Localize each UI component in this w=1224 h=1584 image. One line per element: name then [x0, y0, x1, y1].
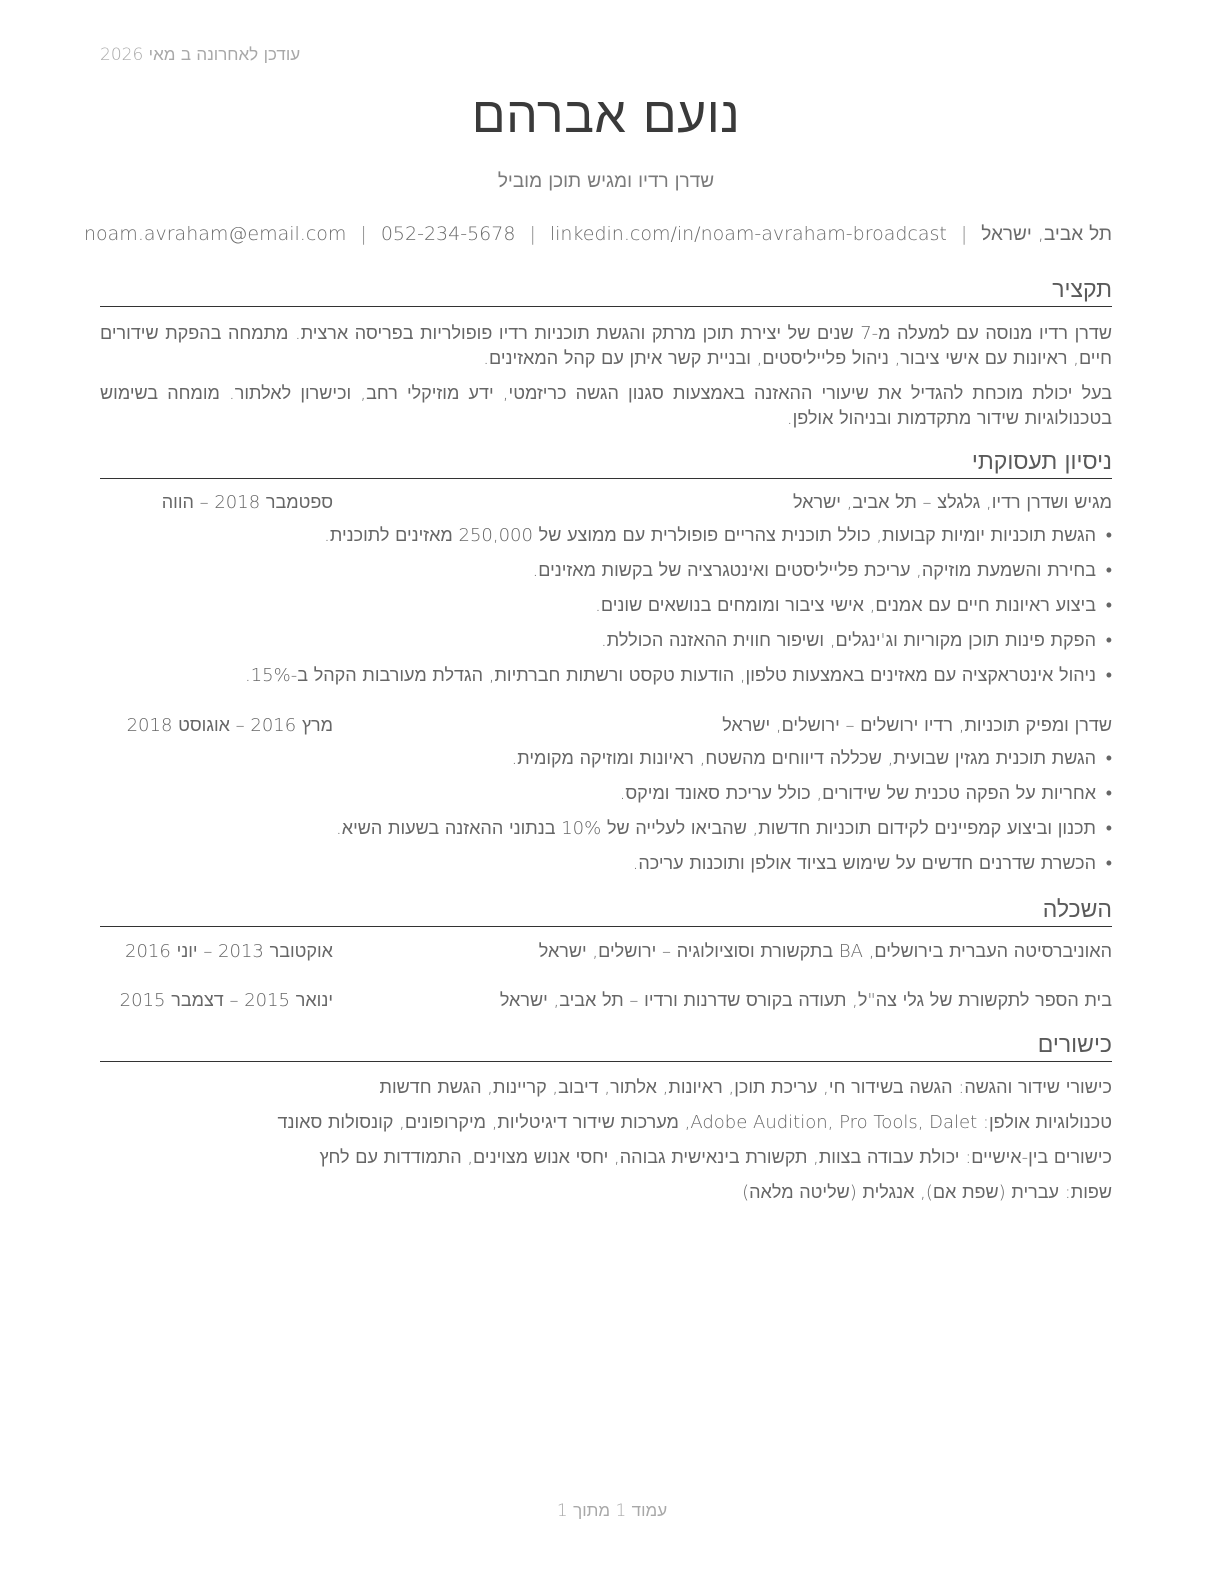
skills-list: [100, 1075, 1112, 1215]
candidate-headline: שדרן רדיו ומגיש תוכן מוביל: [497, 170, 715, 192]
summary-heading: תקציר: [100, 276, 1112, 307]
skill-item: כישורי שידור והגשה: הגשה בשידור חי, עריכת תוכן, ראיונות, אלתור, דיבוב, קריינות, הגשת חדשות: [379, 1077, 1112, 1098]
job-bullet: [100, 593, 1112, 628]
job-bullet: [100, 628, 1112, 663]
summary-paragraph: בעל יכולת מוכחת להגדיל את שיעורי ההאזנה באמצעות סגנון הגשה כריזמטי, ידע מוזיקלי רחב, וכישרון לאלתור. מומחה בשימוש בטכנולוגיות שידור מתקדמות ובניהול אולפן.: [100, 383, 1112, 429]
job-bullet-text: הפקת פינות תוכן מקוריות וג'ינגלים, ושיפור חווית ההאזנה הכוללת.: [601, 630, 1096, 651]
education-dates: אוקטובר 2013 – יוני 2016: [125, 941, 333, 962]
bullet-icon: •: [1105, 665, 1112, 686]
job-bullet-text: ביצוע ראיונות חיים עם אמנים, אישי ציבור ומומחים בנושאים שונים.: [595, 595, 1096, 616]
job-header: [100, 492, 1112, 516]
job-role: שדרן ומפיק תוכניות, רדיו ירושלים – ירושלים, ישראל: [722, 715, 1112, 736]
job-header: [100, 715, 1112, 739]
job-bullet: [100, 851, 1112, 886]
contact-linkedin[interactable]: linkedin.com/in/noam-avraham-broadcast: [549, 223, 947, 245]
education-heading: השכלה: [100, 896, 1112, 927]
job-bullet: [100, 781, 1112, 816]
education-institution: בית הספר לתקשורת של גלי צה"ל, תעודה בקורס שדרנות ורדיו – תל אביב, ישראל: [499, 990, 1112, 1011]
education-institution: האוניברסיטה העברית בירושלים, BA בתקשורת וסוציולוגיה – ירושלים, ישראל: [538, 941, 1112, 962]
page-number: עמוד 1 מתוך 1: [556, 1501, 668, 1521]
contact-email[interactable]: noam.avraham@email.com: [84, 223, 347, 245]
job-bullet: [100, 523, 1112, 558]
summary-paragraph: שדרן רדיו מנוסה עם למעלה מ-7 שנים של יצירת תוכן מרתק והגשת תוכניות רדיו פופולריות בפריסה ארצית. מתמחה בהפקת שידורים חיים, ראיונות עם אישי ציבור, ניהול פלייליסטים, ובניית קשר איתן עם קהל המאזינים.: [100, 323, 1112, 369]
contact-separator: |: [529, 223, 536, 245]
job-bullet-text: אחריות על הפקה טכנית של שידורים, כולל עריכת סאונד ומיקס.: [619, 783, 1096, 804]
resume-page: [84, 0, 1112, 1584]
job-bullet: [100, 816, 1112, 851]
education-dates: ינואר 2015 – דצמבר 2015: [119, 990, 333, 1011]
job-bullet-text: הכשרת שדרנים חדשים על שימוש בציוד אולפן ותוכנות עריכה.: [632, 853, 1096, 874]
bullet-icon: •: [1105, 595, 1112, 616]
job-bullet-text: ניהול אינטראקציה עם מאזינים באמצעות טלפון, הודעות טקסט ורשתות חברתיות, הגדלת מעורבות הקהל ב-15%.: [244, 665, 1096, 686]
job-dates: מרץ 2016 – אוגוסט 2018: [126, 715, 333, 736]
job-bullet-list: [100, 746, 1112, 886]
last-updated-note: עודכן לאחרונה ב מאי 2026: [100, 45, 301, 65]
bullet-icon: •: [1105, 853, 1112, 874]
contact-location: תל אביב, ישראל: [981, 223, 1112, 245]
job-bullet: [100, 746, 1112, 781]
job-bullet-text: תכנון וביצוע קמפיינים לקידום תוכניות חדשות, שהביאו לעלייה של 10% בנתוני ההאזנה בשעות השיא.: [336, 818, 1096, 839]
bullet-icon: •: [1105, 525, 1112, 546]
candidate-name: נועם אברהם: [471, 86, 741, 144]
bullet-icon: •: [1105, 748, 1112, 769]
job-bullet-list: [100, 523, 1112, 698]
job-bullet-text: הגשת תוכנית מגזין שבועית, שכללה דיווחים מהשטח, ראיונות ומוזיקה מקומית.: [511, 748, 1096, 769]
bullet-icon: •: [1105, 818, 1112, 839]
job-bullet: [100, 663, 1112, 698]
bullet-icon: •: [1105, 560, 1112, 581]
education-item: [100, 941, 1112, 965]
job-dates: ספטמבר 2018 – הווה: [161, 492, 333, 513]
job-role: מגיש ושדרן רדיו, גלגלצ – תל אביב, ישראל: [792, 492, 1112, 513]
bullet-icon: •: [1105, 630, 1112, 651]
job-bullet-text: הגשת תוכניות יומיות קבועות, כולל תוכנית צהריים פופולרית עם ממוצע של 250,000 מאזינים לתוכנית.: [324, 525, 1096, 546]
contact-line: [84, 223, 1112, 246]
skill-item: שפות: עברית (שפת אם), אנגלית (שליטה מלאה): [742, 1182, 1112, 1203]
contact-separator: |: [360, 223, 367, 245]
experience-heading: ניסיון תעסוקתי: [100, 448, 1112, 479]
job-bullet-text: בחירת והשמעת מוזיקה, עריכת פלייליסטים ואינטגרציה של בקשות מאזינים.: [532, 560, 1096, 581]
skill-item: טכנולוגיות אולפן: Adobe Audition, Pro Tools, Dalet, מערכות שידור דיגיטליות, מיקרופונים, קונסולות סאונד: [277, 1112, 1112, 1133]
skills-heading: כישורים: [100, 1031, 1112, 1062]
contact-separator: |: [960, 223, 968, 245]
bullet-icon: •: [1105, 783, 1112, 804]
contact-phone[interactable]: 052-234-5678: [380, 223, 516, 245]
education-item: [100, 990, 1112, 1014]
job-bullet: [100, 558, 1112, 593]
skill-item: כישורים בין-אישיים: יכולת עבודה בצוות, תקשורת בינאישית גבוהה, יחסי אנוש מצוינים, התמודדות עם לחץ: [319, 1147, 1112, 1168]
